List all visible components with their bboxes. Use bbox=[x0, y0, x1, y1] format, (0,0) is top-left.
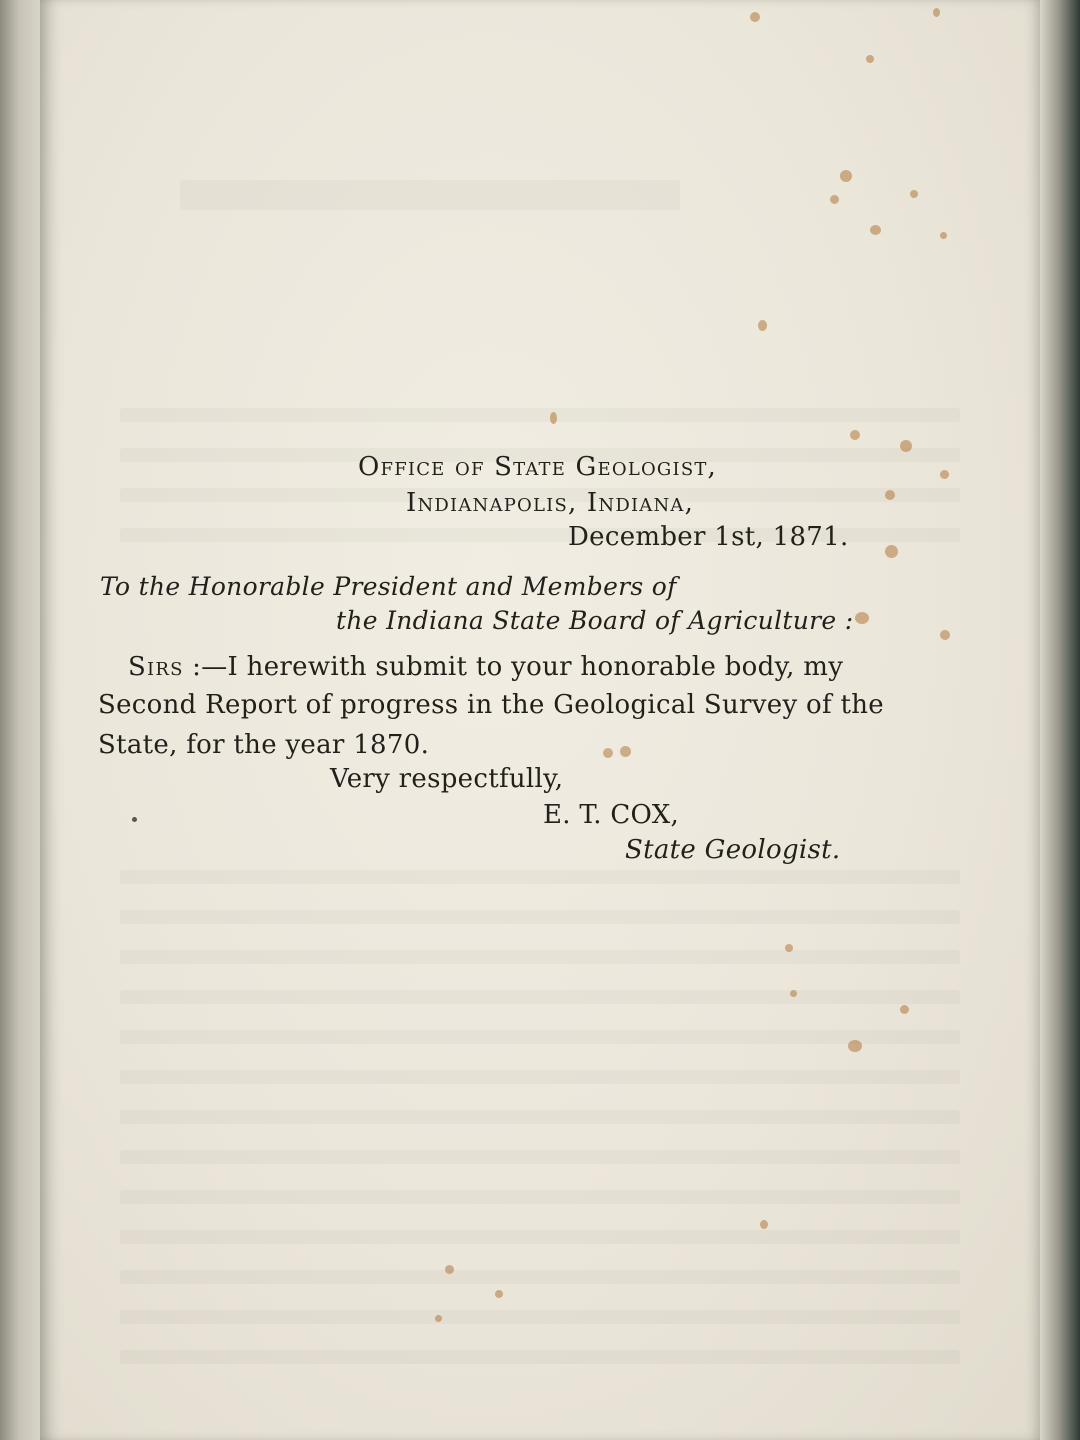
foxing-spot bbox=[750, 12, 760, 22]
show-through-text bbox=[120, 1350, 960, 1364]
show-through-text bbox=[120, 1310, 960, 1324]
signer-name: E. T. COX, bbox=[543, 800, 680, 830]
show-through-text bbox=[180, 180, 680, 210]
foxing-spot bbox=[940, 470, 949, 479]
foxing-spot bbox=[785, 944, 793, 952]
city-heading: Indianapolis, Indiana, bbox=[406, 488, 695, 518]
address-line-1: To the Honorable President and Members of bbox=[100, 572, 677, 601]
show-through-text bbox=[120, 1070, 960, 1084]
show-through-text bbox=[120, 870, 960, 884]
foxing-spot bbox=[850, 430, 860, 440]
body-line-1 bbox=[128, 652, 843, 682]
paper-page bbox=[40, 0, 1040, 1440]
foxing-spot bbox=[870, 225, 881, 235]
foxing-spot bbox=[840, 170, 852, 182]
foxing-spot bbox=[790, 990, 797, 997]
show-through-text bbox=[120, 1230, 960, 1244]
foxing-spot bbox=[940, 232, 947, 239]
show-through-text bbox=[120, 408, 960, 422]
office-heading: Office of State Geologist, bbox=[358, 452, 718, 482]
foxing-spot bbox=[885, 490, 895, 500]
signer-title: State Geologist. bbox=[625, 835, 841, 865]
show-through-text bbox=[120, 1150, 960, 1164]
address-line-2: the Indiana State Board of Agriculture : bbox=[336, 606, 854, 635]
foxing-spot bbox=[910, 190, 918, 198]
foxing-spot bbox=[848, 1040, 862, 1052]
show-through-text bbox=[120, 1270, 960, 1284]
letter-date: December 1st, 1871. bbox=[568, 522, 849, 552]
foxing-spot bbox=[495, 1290, 503, 1298]
foxing-spot bbox=[760, 1220, 768, 1229]
foxing-spot bbox=[550, 412, 557, 424]
foxing-spot bbox=[445, 1265, 454, 1274]
show-through-text bbox=[120, 950, 960, 964]
closing: Very respectfully, bbox=[330, 764, 564, 794]
foxing-spot bbox=[933, 8, 940, 17]
foxing-spot bbox=[603, 748, 613, 758]
body-line-2: Second Report of progress in the Geological Survey of the bbox=[98, 690, 884, 720]
foxing-spot bbox=[900, 1005, 909, 1014]
foxing-spot bbox=[885, 545, 898, 558]
foxing-spot bbox=[620, 746, 631, 757]
show-through-text bbox=[120, 1030, 960, 1044]
body-line-1-text: :—I herewith submit to your honorable body, my bbox=[183, 652, 844, 682]
foxing-spot bbox=[866, 55, 874, 63]
body-line-3: State, for the year 1870. bbox=[98, 730, 430, 760]
show-through-text bbox=[120, 990, 960, 1004]
foxing-spot bbox=[900, 440, 912, 452]
foxing-spot bbox=[940, 630, 950, 640]
salutation: Sirs bbox=[128, 652, 184, 682]
show-through-text bbox=[120, 910, 960, 924]
right-page-edge bbox=[1040, 0, 1080, 1440]
show-through-text bbox=[120, 1110, 960, 1124]
foxing-spot bbox=[855, 612, 869, 624]
ink-dot bbox=[132, 817, 137, 822]
show-through-text bbox=[120, 1190, 960, 1204]
foxing-spot bbox=[758, 320, 767, 331]
foxing-spot bbox=[435, 1315, 442, 1322]
foxing-spot bbox=[830, 195, 839, 204]
